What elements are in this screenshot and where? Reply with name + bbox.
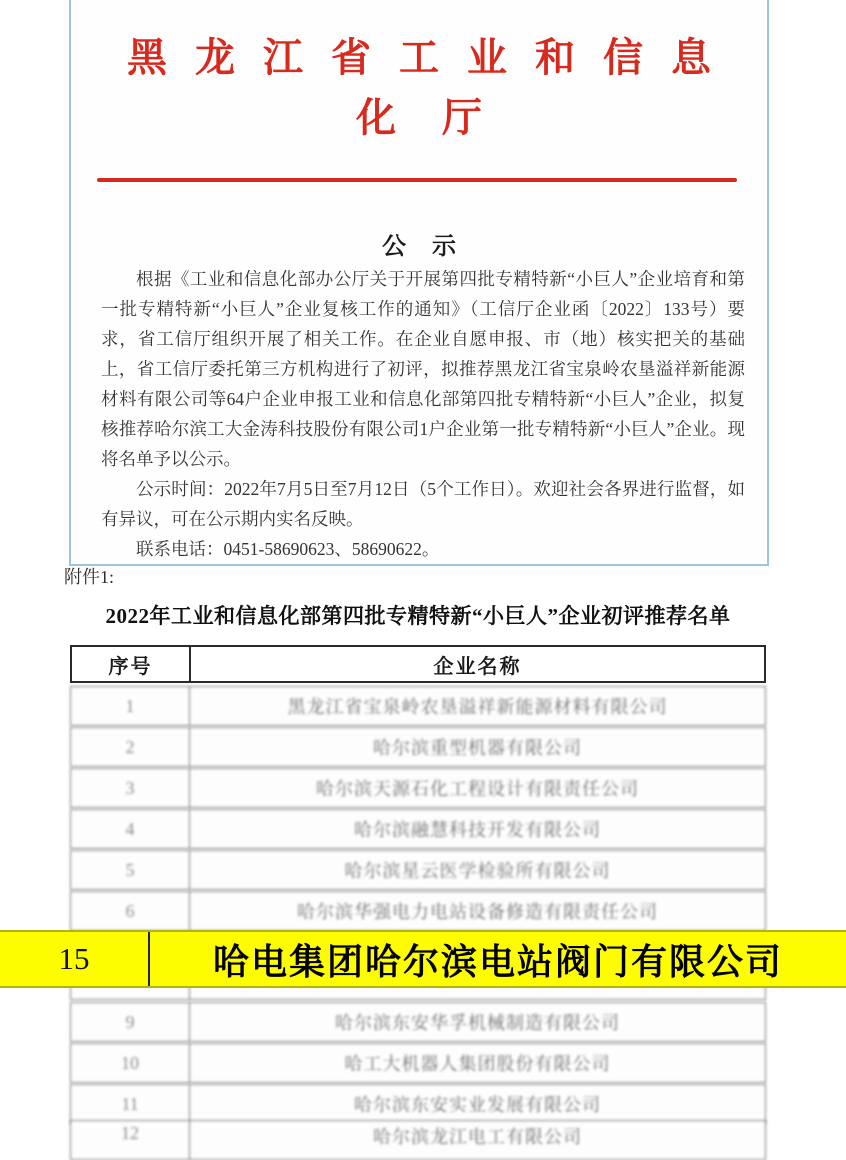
table-row [70, 686, 766, 726]
notice-paragraph-3: 联系电话：0451-58690623、58690622。 [136, 539, 440, 559]
org-name-line1: 黑龙江省工业和信息 [127, 35, 739, 80]
letterhead-document [69, 0, 769, 566]
org-name-line2: 化厅 [356, 95, 528, 140]
attachment-label: 附件1: [64, 567, 115, 587]
row-company: 哈尔滨融慧科技开发有限公司 [354, 820, 601, 840]
row-index: 9 [71, 1003, 190, 1041]
table-row [70, 850, 766, 890]
table-row [70, 891, 766, 931]
highlighted-row-company: 哈电集团哈尔滨电站阀门有限公司 [212, 941, 783, 982]
row-index: 12 [71, 1121, 190, 1159]
table-row [70, 1084, 766, 1124]
row-index: 1 [71, 687, 190, 725]
table-row [70, 809, 766, 849]
row-index: 11 [71, 1085, 190, 1123]
highlighted-table-row [0, 930, 846, 988]
column-header-index: 序号 [72, 647, 191, 681]
table-row [70, 727, 766, 767]
row-index: 2 [71, 728, 190, 766]
row-company: 哈工大机器人集团股份有限公司 [344, 1054, 611, 1074]
notice-body [101, 264, 745, 564]
row-index: 4 [71, 810, 190, 848]
row-company: 哈尔滨重型机器有限公司 [373, 738, 582, 758]
notice-paragraph-1: 根据《工业和信息化部办公厅关于开展第四批专精特新“小巨人”企业培育和第一批专精特新“小巨人”企业复核工作的通知》（工信厅企业函〔2022〕133号）要求，省工信厅组织开展了相关工作。在企业自愿申报、市（地）核实把关的基础上，省工信厅委托第三方机构进行了初评，拟推荐黑龙江省宝泉岭农垦溢祥新能源材料有限公司等64户企业申报工业和信息化部第四批专精特新“小巨人”企业，拟复核推荐哈尔滨工大金涛科技股份有限公司1户企业第一批专精特新“小巨人”企业。现将名单予以公示。 [101, 269, 745, 469]
row-company: 哈尔滨龙江电工有限公司 [373, 1127, 582, 1147]
column-header-name: 企业名称 [433, 655, 522, 678]
row-index: 3 [71, 769, 190, 807]
letterhead-divider-rule [97, 178, 737, 182]
highlighted-row-index: 15 [0, 932, 150, 986]
table-header-row [70, 645, 766, 683]
row-company: 哈尔滨东安华孚机械制造有限公司 [335, 1013, 620, 1033]
row-company: 哈尔滨星云医学检验所有限公司 [344, 861, 611, 881]
row-index: 10 [71, 1044, 190, 1082]
row-company: 哈尔滨华强电力电站设备修造有限责任公司 [297, 902, 658, 922]
notice-title: 公 示 [382, 234, 466, 260]
row-index: 5 [71, 851, 190, 889]
table-row [70, 768, 766, 808]
row-index: 6 [71, 892, 190, 930]
notice-paragraph-2: 公示时间：2022年7月5日至7月12日（5个工作日）。欢迎社会各界进行监督，如有异议，可在公示期内实名反映。 [101, 479, 745, 529]
table-row [70, 1002, 766, 1042]
row-company: 黑龙江省宝泉岭农垦溢祥新能源材料有限公司 [287, 697, 668, 717]
table-title: 2022年工业和信息化部第四批专精特新“小巨人”企业初评推荐名单 [105, 604, 731, 628]
row-company: 哈尔滨天源石化工程设计有限责任公司 [316, 779, 639, 799]
table-row [70, 1120, 766, 1160]
table-row [70, 1043, 766, 1083]
row-company: 哈尔滨东安实业发展有限公司 [354, 1095, 601, 1115]
